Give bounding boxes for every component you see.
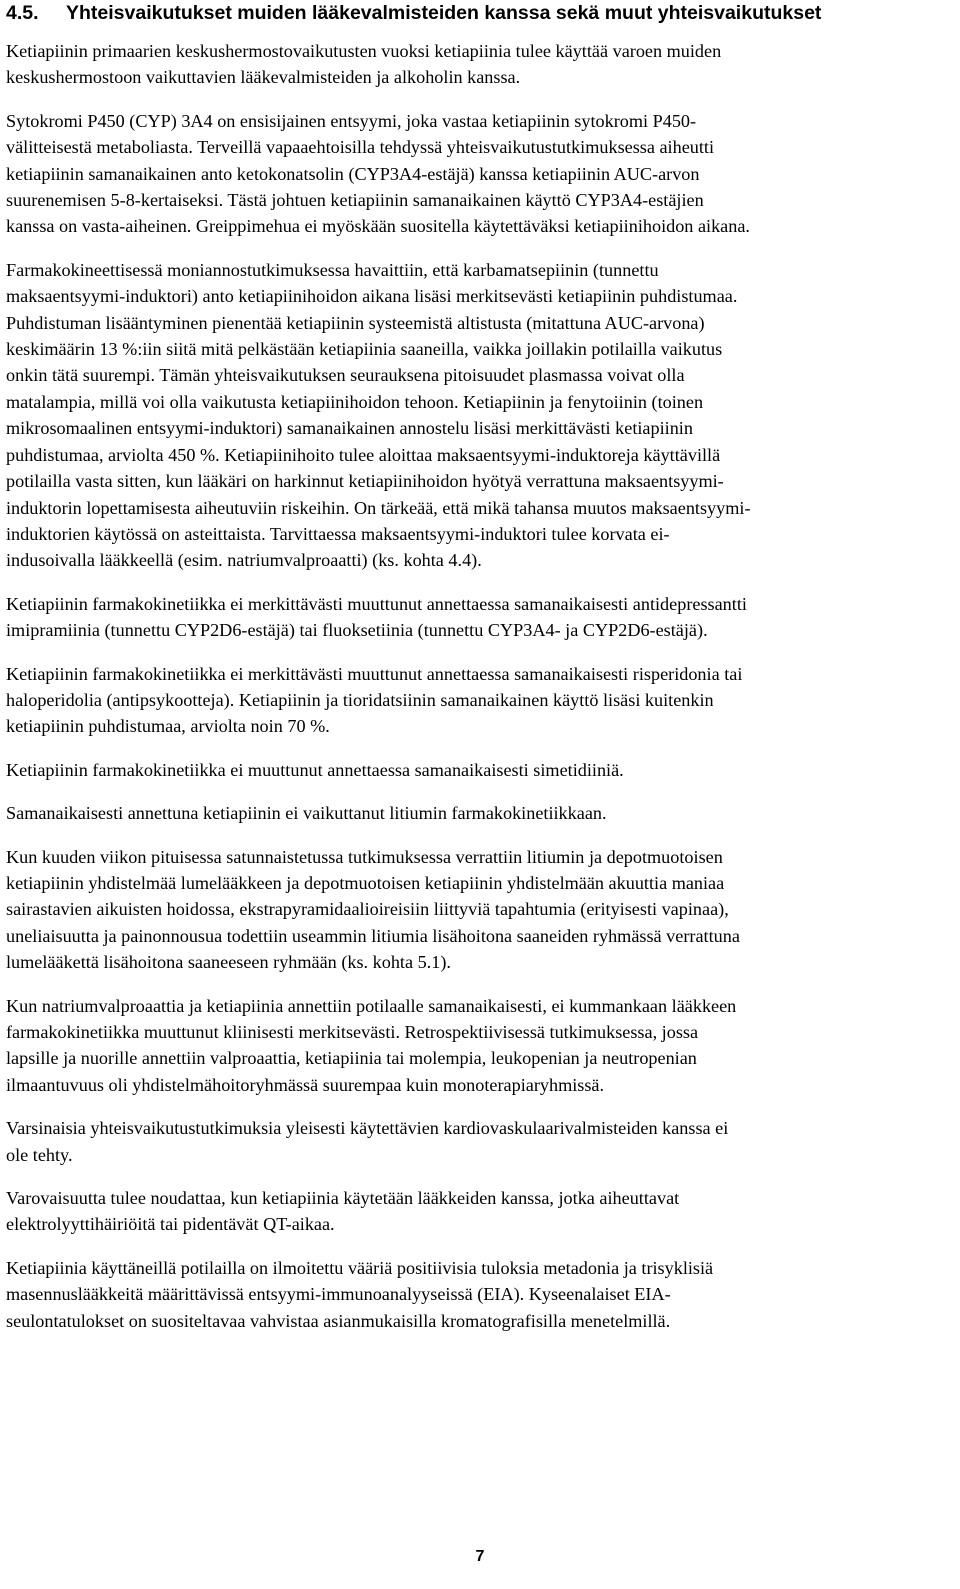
text-line: puhdistumaa, arviolta 450 %. Ketiapiinihoito tulee aloittaa maksaentsyymi-induktoreja käyttävillä	[6, 444, 721, 465]
text-line: Farmakokineettisessä moniannostutkimuksessa havaittiin, että karbamatsepiinin (tunnettu	[6, 259, 659, 280]
body-text	[6, 38, 956, 1334]
body-paragraph	[6, 1255, 956, 1334]
text-line: maksaentsyymi-induktori) anto ketiapiinihoidon aikana lisäsi merkitsevästi ketiapiinin puhdistumaa.	[6, 286, 738, 307]
text-line: Varovaisuutta tulee noudattaa, kun ketiapiinia käytetään lääkkeiden kanssa, jotka aiheuttavat	[6, 1188, 680, 1209]
text-line: farmakokinetiikka muuttunut kliinisesti merkitsevästi. Retrospektiivisessä tutkimuksessa, jossa	[6, 1022, 699, 1042]
text-line: imipramiinia (tunnettu CYP2D6-estäjä) tai fluoksetiinia (tunnettu CYP3A4- ja CYP2D6-estäjä).	[6, 620, 708, 641]
text-line: ilmaantuvuus oli yhdistelmähoitoryhmässä suurempaa kuin monoterapiaryhmissä.	[6, 1074, 605, 1095]
text-line: Kun kuuden viikon pituisessa satunnaistetussa tutkimuksessa verrattiin litiumin ja depotmuotoisen	[6, 846, 723, 867]
body-paragraph	[6, 757, 956, 783]
text-line: Ketiapiinin primaarien keskushermostovaikutusten vuoksi ketiapiinia tulee käyttää varoen muiden	[6, 41, 722, 61]
page-number: 7	[475, 1548, 485, 1565]
text-line: uneliaisuutta ja painonnousua todettiin useammin litiumia lisähoitona saaneiden ryhmässä verrattuna	[6, 925, 740, 946]
body-paragraph	[6, 993, 956, 1099]
text-line: ketiapiinin samanaikainen anto ketokonatsolin (CYP3A4-estäjä) kanssa ketiapiinin AUC-arvon	[6, 163, 700, 184]
body-paragraph	[6, 800, 956, 826]
text-line: Ketiapiinin farmakokinetiikka ei merkittävästi muuttunut annettaessa samanaikaisesti risperidonia tai	[6, 663, 743, 684]
text-line: lapsille ja nuorille annettiin valproaattia, ketiapiinia tai molempia, leukopenian ja neutropenian	[6, 1048, 697, 1069]
text-line: Puhdistuman lisääntyminen pienentää ketiapiinin systeemistä altistusta (mitattuna AUC-arvona)	[6, 312, 705, 333]
text-line: Ketiapiinin farmakokinetiikka ei merkittävästi muuttunut annettaessa samanaikaisesti antidepressantti	[6, 593, 747, 614]
text-line: ketiapiinin yhdistelmää lumelääkkeen ja depotmuotoisen ketiapiinin yhdistelmään akuuttia maniaa	[6, 872, 725, 893]
text-line: Sytokromi P450 (CYP) 3A4 on ensisijainen entsyymi, joka vastaa ketiapiinin sytokromi P450-	[6, 110, 697, 131]
text-line: Ketiapiinin farmakokinetiikka ei muuttunut annettaessa samanaikaisesti simetidiiniä.	[6, 759, 624, 780]
text-line: keskushermostoon vaikuttavien lääkevalmisteiden ja alkoholin kanssa.	[6, 67, 521, 88]
text-line: Varsinaisia yhteisvaikutustutkimuksia yleisesti käytettävien kardiovaskulaarivalmisteiden kanssa ei	[6, 1118, 729, 1139]
section-number: 4.5.	[6, 2, 39, 24]
text-line: ole tehty.	[6, 1144, 73, 1165]
text-line: onkin tätä suurempi. Tämän yhteisvaikutuksen seurauksena pitoisuudet plasmassa voivat olla	[6, 365, 685, 386]
body-paragraph	[6, 1115, 956, 1168]
text-line: indusoivalla lääkkeellä (esim. natriumvalproaatti) (ks. kohta 4.4).	[6, 550, 482, 571]
body-paragraph	[6, 844, 956, 976]
text-line: Kun natriumvalproaattia ja ketiapiinia annettiin potilaalle samanaikaisesti, ei kummankaan lääkkeen	[6, 995, 737, 1016]
text-line: suurenemisen 5-8-kertaiseksi. Tästä johtuen ketiapiinin samanaikainen käyttö CYP3A4-estäjien	[6, 190, 704, 211]
text-line: induktorin lopettamisesta aiheutuviin riskeihin. On tärkeää, että mikä tahansa muutos maksaentsyymi-	[6, 497, 751, 518]
text-line: välitteisestä metaboliasta. Terveillä vapaaehtoisilla tehdyssä yhteisvaikutustutkimuksessa aiheutti	[6, 137, 715, 158]
body-paragraph	[6, 38, 956, 91]
text-line: haloperidolia (antipsykootteja). Ketiapiinin ja tioridatsiinin samanaikainen käyttö lisäsi kuitenkin	[6, 689, 714, 710]
text-line: ketiapiinin puhdistumaa, arviolta noin 70 %.	[6, 716, 330, 737]
section-heading	[6, 1, 956, 25]
body-paragraph	[6, 591, 956, 644]
section-title: Yhteisvaikutukset muiden lääkevalmisteiden kanssa sekä muut yhteisvaikutukset	[66, 2, 822, 24]
text-line: lumelääkettä lisähoitona saaneeseen ryhmään (ks. kohta 5.1).	[6, 952, 451, 973]
text-line: sairastavien aikuisten hoidossa, ekstrapyramidaalioireisiin liittyviä tapahtumia (erityisesti vapinaa),	[6, 899, 729, 920]
text-line: mikrosomaalinen entsyymi-induktori) samanaikainen annostelu lisäsi merkittävästi ketiapiinin	[6, 418, 693, 439]
text-line: induktorien käytössä on asteittaista. Tarvittaessa maksaentsyymi-induktori tulee korvata ei-	[6, 523, 670, 544]
text-line: matalampia, millä voi olla vaikutusta ketiapiinihoidon tehoon. Ketiapiinin ja fenytoiinin (toinen	[6, 391, 704, 412]
body-paragraph	[6, 257, 956, 574]
text-line: Samanaikaisesti annettuna ketiapiinin ei vaikuttanut litiumin farmakokinetiikkaan.	[6, 803, 607, 824]
body-paragraph	[6, 108, 956, 240]
text-line: seulontatulokset on suositeltavaa vahvistaa asianmukaisilla kromatografisilla menetelmillä.	[6, 1310, 671, 1331]
text-line: keskimäärin 13 %:iin siitä mitä pelkästään ketiapiinia saaneilla, vaikka joillakin potilailla vaikutus	[6, 339, 723, 360]
document-page	[6, 0, 956, 1334]
text-line: masennuslääkkeitä määrittävissä entsyymi-immunoanalyyseissä (EIA). Kyseenalaiset EIA-	[6, 1284, 671, 1305]
text-line: potilailla vasta sitten, kun lääkäri on harkinnut ketiapiinihoidon hyötyä verrattuna maksaentsyymi-	[6, 471, 724, 492]
text-line: elektrolyyttihäiriöitä tai pidentävät QT-aikaa.	[6, 1214, 335, 1235]
text-line: kanssa on vasta-aiheinen. Greippimehua ei myöskään suositella käytettäväksi ketiapiinihoidon aikana.	[6, 216, 750, 237]
body-paragraph	[6, 661, 956, 740]
body-paragraph	[6, 1185, 956, 1238]
text-line: Ketiapiinia käyttäneillä potilailla on ilmoitettu vääriä positiivisia tuloksia metadonia ja trisyklisiä	[6, 1257, 714, 1278]
